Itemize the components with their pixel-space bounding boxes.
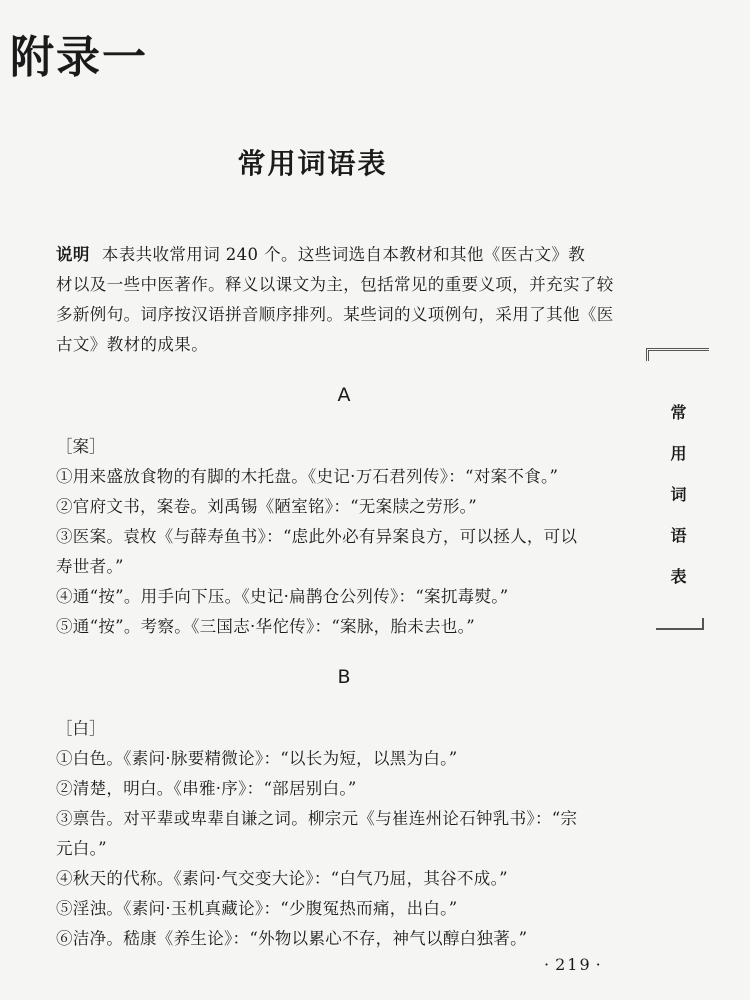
sense-line: ③医案。袁枚《与薛寿鱼书》：“虑此外必有异案良方，可以拯人，可以 [56,527,578,546]
appendix-title: 附录一 [10,32,148,83]
headword-bai: 白 [72,719,89,738]
sense-line: ③禀告。对平辈或卑辈自谦之词。柳宗元《与崔连州论石钟乳书》：“宗 [56,809,578,828]
section-b [56,662,632,954]
sense-line: ②清楚，明白。《串雅·序》：“部居别白。” [56,779,357,798]
sense-line: ②官府文书，案卷。刘禹锡《陋室铭》：“无案牍之劳形。” [56,497,477,516]
intro-lead: 说明 [56,245,90,264]
intro-text: 本表共收常用词 240 个。这些词选自本教材和其他《医古文》教 [101,245,586,264]
section-letter-b: B [337,666,351,688]
sense-line: ⑥洁净。嵇康《养生论》：“外物以累心不存，神气以醇白独著。” [56,929,528,948]
page-number [540,955,607,974]
sense-line: 元白。” [56,839,107,858]
main-content [56,240,632,954]
section-a [56,380,632,642]
intro-line [56,240,632,270]
bracket-close: ］ [89,437,106,456]
sense-line: ④秋天的代称。《素问·气交变大论》：“白气乃屈，其谷不成。” [56,869,508,888]
entry-headword [56,714,632,744]
side-tab [646,348,698,630]
side-tab-label: 常用词语表 [668,403,687,609]
sense-line: ①白色。《素问·脉要精微论》：“以长为短，以黑为白。” [56,749,458,768]
headword-an: 案 [72,437,89,456]
tab-corner-top-left [646,348,709,361]
intro-paragraph [56,240,632,360]
sense-line: ①用来盛放食物的有脚的木托盘。《史记·万石君列传》：“对案不食。” [56,467,559,486]
bracket-close: ］ [89,719,106,738]
sense-line: ⑤通“按”。考察。《三国志·华佗传》：“案脉，胎未去也。” [56,617,475,636]
section-letter-a: A [337,384,351,406]
intro-line: 多新例句。词序按汉语拼音顺序排列。某些词的义项例句，采用了其他《医 [56,305,614,324]
page-number-value: 219 [555,955,592,974]
sense-line: 寿世者。” [56,557,124,576]
tab-corner-bottom-right [656,618,704,630]
bracket-open: ［ [56,719,73,738]
page-dot-left: · [544,955,552,974]
bracket-open: ［ [56,437,73,456]
entry-headword [56,432,632,462]
sense-line: ④通“按”。用手向下压。《史记·扁鹊仓公列传》：“案扤毒熨。” [56,587,509,606]
intro-line: 古文》教材的成果。 [56,335,209,354]
page-dot-right: · [595,955,603,974]
sense-line: ⑤淫浊。《素问·玉机真藏论》：“少腹冤热而痛，出白。” [56,899,458,918]
intro-line: 材以及一些中医著作。释义以课文为主，包括常见的重要义项，并充实了较 [56,275,614,294]
page-title: 常用词语表 [237,147,388,180]
